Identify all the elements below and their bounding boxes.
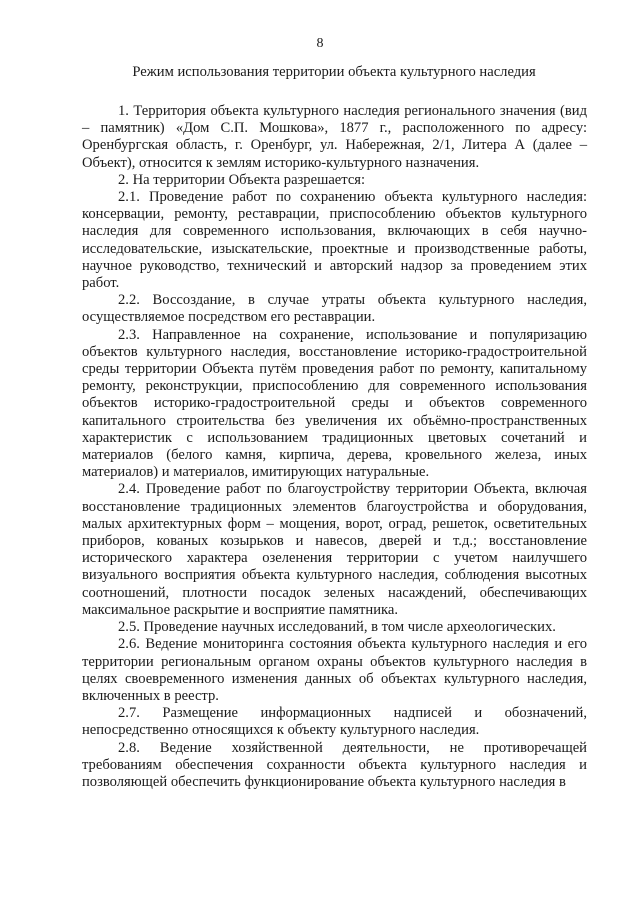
paragraph-2-1: 2.1. Проведение работ по сохранению объекта культурного наследия: консервации, ремонту, реставрации, приспособлению объектов культурного наследия для современного использования, включающих в себя научно-исследовательские, изыскательские, проектные и производственные работы, научное руководство, технический и авторский надзор за проведением этих работ.	[82, 189, 587, 292]
paragraph-2-6: 2.6. Ведение мониторинга состояния объекта культурного наследия и его территории региональным органом охраны объектов культурного наследия в целях своевременного изменения данных об объектах культурного наследия, включенных в реестр.	[82, 636, 587, 704]
paragraph-2: 2. На территории Объекта разрешается:	[118, 171, 366, 188]
paragraph-2-5: 2.5. Проведение научных исследований, в том числе археологических.	[118, 619, 556, 636]
document-title: Режим использования территории объекта культурного наследия	[132, 64, 536, 80]
paragraph-1: 1. Территория объекта культурного наследия регионального значения (вид – памятник) «Дом С.П. Мошкова», 1877 г., расположенного по адресу: Оренбургская область, г. Оренбург, ул. Набережная, 2/1, Литера А (далее – Объект), относится к землям историко-культурного назначения.	[82, 103, 587, 171]
paragraph-2-3: 2.3. Направленное на сохранение, использование и популяризацию объектов культурного наследия, восстановление историко-градостроительной среды территории Объекта путём проведения работ по ремонту, капитальному ремонту, реконструкции, приспособлению для современного использования объектов историко-градостроительной среды и объектов современного капитального строительства без увеличения их объёмно-пространственных характеристик с использованием традиционных цветовых сочетаний и материалов (белого камня, кирпича, дерева, кровельного железа, иных материалов) и материалов, имитирующих натуральные.	[82, 326, 587, 481]
page-number: 8	[316, 36, 324, 51]
paragraph-2-8: 2.8. Ведение хозяйственной деятельности, не противоречащей требованиям обеспечения сохранности объекта культурного наследия и позволяющей обеспечить функционирование объекта культурного наследия в	[82, 739, 587, 790]
paragraph-2-4: 2.4. Проведение работ по благоустройству территории Объекта, включая восстановление традиционных элементов благоустройства и оборудования, малых архитектурных форм – мощения, ворот, оград, решеток, осветительных приборов, кованых козырьков и навесов, дверей и т.д.; восстановление исторического характера озеленения территории с учетом наилучшего визуального восприятия объекта культурного наследия, соблюдения высотных соотношений, плотности посадок зеленых насаждений, обеспечивающих максимальное раскрытие и восприятие памятника.	[82, 481, 587, 618]
document-body	[82, 103, 587, 791]
paragraph-2-7: 2.7. Размещение информационных надписей и обозначений, непосредственно относящихся к объекту культурного наследия.	[82, 705, 587, 739]
paragraph-2-2: 2.2. Воссоздание, в случае утраты объекта культурного наследия, осуществляемое посредством его реставрации.	[82, 292, 587, 326]
